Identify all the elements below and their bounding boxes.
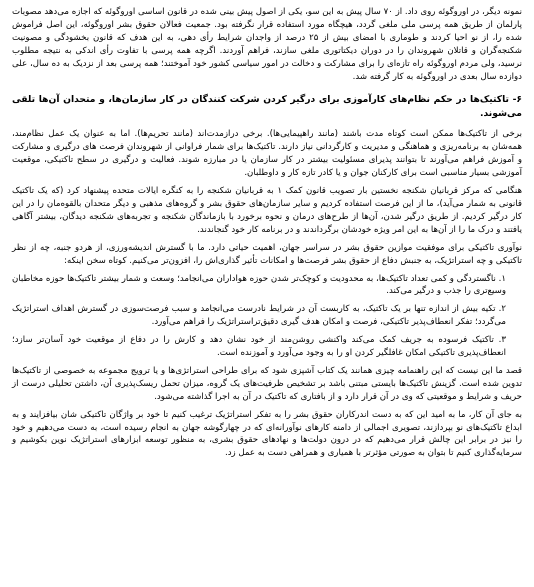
section-heading-6: ۶- تاکتیک‌ها در حکم نظام‌های کارآموزی برای درگیر کردن شرکت کنندگان در کار سازمان‌ها، و متحدان آن‌ها تلقی می‌شوند. [12, 94, 522, 120]
list-item-3: ۳. تاکتیک فرسوده به جریف کمک می‌کند واکنشی روشن‌مند از خود نشان دهد و کارش را در دفاع از موقعیت خود آسان‌تر سازد؛ انعطاف‌پذیری تاکتیکی امکان غافلگیر کردن او را به وجود می‌آورد و آموزنده است. [12, 335, 506, 359]
paragraph-closing: به جای آن کار، ما به امید این که به دست اندرکاران حقوق بشر را به تفکر استراتژیک ترغیب کنیم تا خود بر واژگان تاکتیکی شان بیافزایند و به ابداع تاکتیک‌های نو بپردازند، تصویری اجمالی از دامنه کارهای نوآورانه‌ای که در چهارگوشه جهان به انجام رسیده است، به دست می‌دهیم و خود را نیز در برابر این چالش قرار می‌دهیم که در درون دولت‌ها و نهادهای حقوق بشری، به منظور توسعه ابزارهای استراتژیک نوین بکوشیم و سرمایه‌گذاری کنیم تا بتوان به صورتی مؤثرتر با همیاری و همراهی دست به عمل زد. [12, 409, 522, 459]
list-item-2: ۲. تکیه بیش از اندازه تنها بر یک تاکتیک، به کاربست آن در شرایط نادرست می‌انجامد و سبب فرصت‌سوزی در گسترش اهداف استراتژیک می‌گردد؛ تفکر انعطاف‌پذیر تاکتیکی، فرصت و امکان هدف گیری دقیق‌تراستراتژیک را فراهم می‌آورد. [12, 304, 506, 328]
paragraph-tactical-innovation: نوآوری تاکتیکی برای موفقیت موازین حقوق بشر در سراسر جهان، اهمیت حیاتی دارد. ما با گسترش اندیشه‌ورزی، از هردو جنبه، چه از نظر تاکتیکی و چه استراتژیک، به جنبش دفاع از حقوق بشر فرصت‌ها و امکانات تأثیر گذاری‌اش را، افزون‌تر می‌کنیم. کوتاه سخن اینکه: [12, 242, 522, 266]
list-item-1: ۱. ناگستردگی و کمی تعداد تاکتیک‌ها، به محدودیت و کوچک‌تر شدن حوزه هواداران می‌انجامد؛ وسعت و شمار بیشتر تاکتیک‌ها حوزه مخاطبان وسیع‌تری را جذب و درگیر می‌کند. [12, 273, 506, 297]
paragraph-guidebook-intent: قصد ما این نیست که این راهنمامه چیزی همانند یک کتاب آشپزی شود که برای طراحی استراتژی‌ها و یا ترویج مجموعه به خصوصی از تاکتیک‌ها تدوین شده است. گزینش تاکتیک‌ها بایستی مبتنی باشد بر تشخیص ظرفیت‌های یک گروه، میزان تحمل ریسک‌پذیری آن، داشتن تحلیلی درست از حریف و شرایط و موقعیتی که وی در آن قرار دارد و از بافتاری که تاکتیک در آن به اجرا گذاشته می‌شود. [12, 365, 522, 402]
paragraph-tactics-duration: برخی از تاکتیک‌ها ممکن است کوتاه مدت باشند (مانند راهپیمایی‌ها). برخی درازمدت‌اند (مانند تحریم‌ها). اما به عنوان یک عمل نظام‌مند، همه‌شان به برنامه‌ریزی و هماهنگی و مدیریت و کارگردانی نیاز دارند. تاکتیک‌ها برای شمار فراوانی از شهروندان فرصت های درگیری و مشارکت و آموزش فراهم می‌آورند تا بتوانند پذیرای مسئولیت بیشتر در کار سازمان یا در مبارزه شوند. فعالیت و درگیری در سطح تاکتیکی، موقعیت آموزشی بسیار مناسبی است برای کارکنان جوان و یا کادر تازه کار و داوطلبان. [12, 129, 522, 179]
paragraph-torture-victims-center: هنگامی که مرکز قربانیان شکنجه نخستین بار تصویب قانون کمک ۱ به قربانیان شکنجه را به کنگره ایالات متحده پیشنهاد کرد (که یک تاکتیک قانونی به شمار می‌آید)، ما از این فرصت استفاده کردیم و سایر سازمان‌های حقوق بشر و گروه‌های مذهبی و دیگر متحدان بالقوه‌مان را در این کار درگیر کردیم. از طریق درگیر شدن، آن‌ها از طرح‌های درمان و نحوه برخورد با بازماندگان شکنجه و تجربه‌های شکنجه دیدگان، بیشتر آگاهی یافتند و درک ما را از آن‌ها به این امر ویژه خودشان برگرداندند و در برنامه کار خود گنجاندند. [12, 186, 522, 235]
paragraph-uruguay-example: نمونه دیگر، در اوروگوئه روی داد. از ۷۰ سال پیش به این سو، یکی از اصول پیش بینی شده در قانون اساسی اوروگوئه که اجازه می‌دهد مصوبات پارلمان از طریق همه پرسی ملی ملغی گردد، هیچگاه مورد استفاده قرار نگرفته بود. جمعیت فعالان حقوق بشر اوروگوئه، این اصل فراموش شده را، از نو احیا کردند و طوماری با امضای بیش از ۲۵ درصد از واجدان شرایط رأی دهی، به این هدف که قانون بخشودگی و مصونیت شکنجه‌گران و قاتلان شهروندان را در دوران دیکتاتوری ملغی سازند، فراهم آوردند. اگرچه همه پرسی با تفاوت رأی اندکی به نتیجه مطلوب نرسید، ولی مردم اوروگوئه راه تازه‌ای را برای مشارکت و دخالت در امور سیاسی کشور خود آموختند؛ همه پرسی بعد از نزدیک به ده سال، علی دوازده سال بعدی در اوروگوئه به کار گرفته شد. [12, 7, 522, 82]
